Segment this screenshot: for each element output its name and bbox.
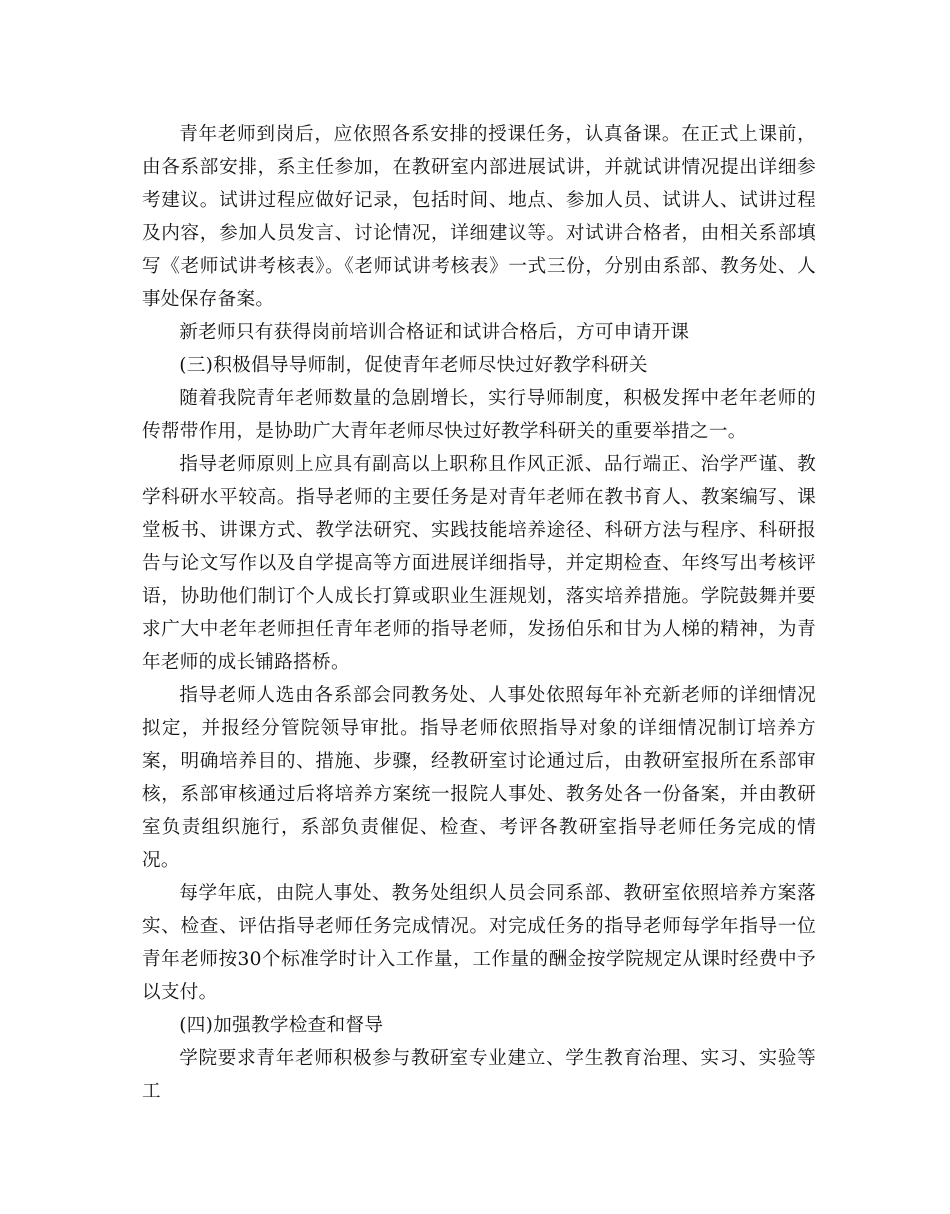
document-body [142, 118, 816, 1108]
paragraph-mentor-evaluation: 每学年底，由院人事处、教务处组织人员会同系部、教研室依照培养方案落实、检查、评估指导老师任务完成情况。对完成任务的指导老师每学年指导一位青年老师按30个标准学时计入工作量，工作量的酬金按学院规定从课时经费中予以支付。 [142, 883, 816, 1003]
paragraph-trial-lecture: 青年老师到岗后，应依照各系安排的授课任务，认真备课。在正式上课前，由各系部安排，系主任参加，在教研室内部进展试讲，并就试讲情况提出详细参考建议。试讲过程应做好记录，包括时间、地点、参加人员、试讲人、试讲过程及内容，参加人员发言、讨论情况，详细建议等。对试讲合格者，由相关系部填写《老师试讲考核表》。《老师试讲考核表》一式三份，分别由系部、教务处、人事处保存备案。 [142, 124, 816, 310]
paragraph-course-eligibility: 新老师只有获得岗前培训合格证和试讲合格后，方可申请开课 [179, 322, 690, 343]
paragraph-teacher-participation: 学院要求青年老师积极参与教研室专业建立、学生教育治理、实习、实验等工 [142, 1048, 816, 1102]
paragraph-mentor-selection: 指导老师人选由各系部会同教务处、人事处依照每年补充新老师的详细情况拟定，并报经分管院领导审批。指导老师依照指导对象的详细情况制订培养方案，明确培养目的、措施、步骤，经教研室讨论通过后，由教研室报所在系部审核，系部审核通过后将培养方案统一报院人事处、教务处各一份备案，并由教研室负责组织施行，系部负责催促、检查、考评各教研室指导老师任务完成的情况。 [142, 685, 816, 871]
paragraph-mentor-duties: 指导老师原则上应具有副高以上职称且作风正派、品行端正、治学严谨、教学科研水平较高。指导老师的主要任务是对青年老师在教书育人、教案编写、课堂板书、讲课方式、教学法研究、实践技能培养途径、科研方法与程序、科研报告与论文写作以及自学提高等方面进展详细指导，并定期检查、年终写出考核评语，协助他们制订个人成长打算或职业生涯规划，落实培养措施。学院鼓舞并要求广大中老年老师担任青年老师的指导老师，发扬伯乐和甘为人梯的精神，为青年老师的成长铺路搭桥。 [142, 454, 816, 673]
paragraph-mentor-intro: 随着我院青年老师数量的急剧增长，实行导师制度，积极发挥中老年老师的传帮带作用，是协助广大青年老师尽快过好教学科研关的重要举措之一。 [142, 388, 816, 442]
section-heading-mentor-system: (三)积极倡导导师制，促使青年老师尽快过好教学科研关 [179, 355, 648, 376]
section-heading-teaching-inspection: (四)加强教学检查和督导 [179, 1015, 384, 1036]
